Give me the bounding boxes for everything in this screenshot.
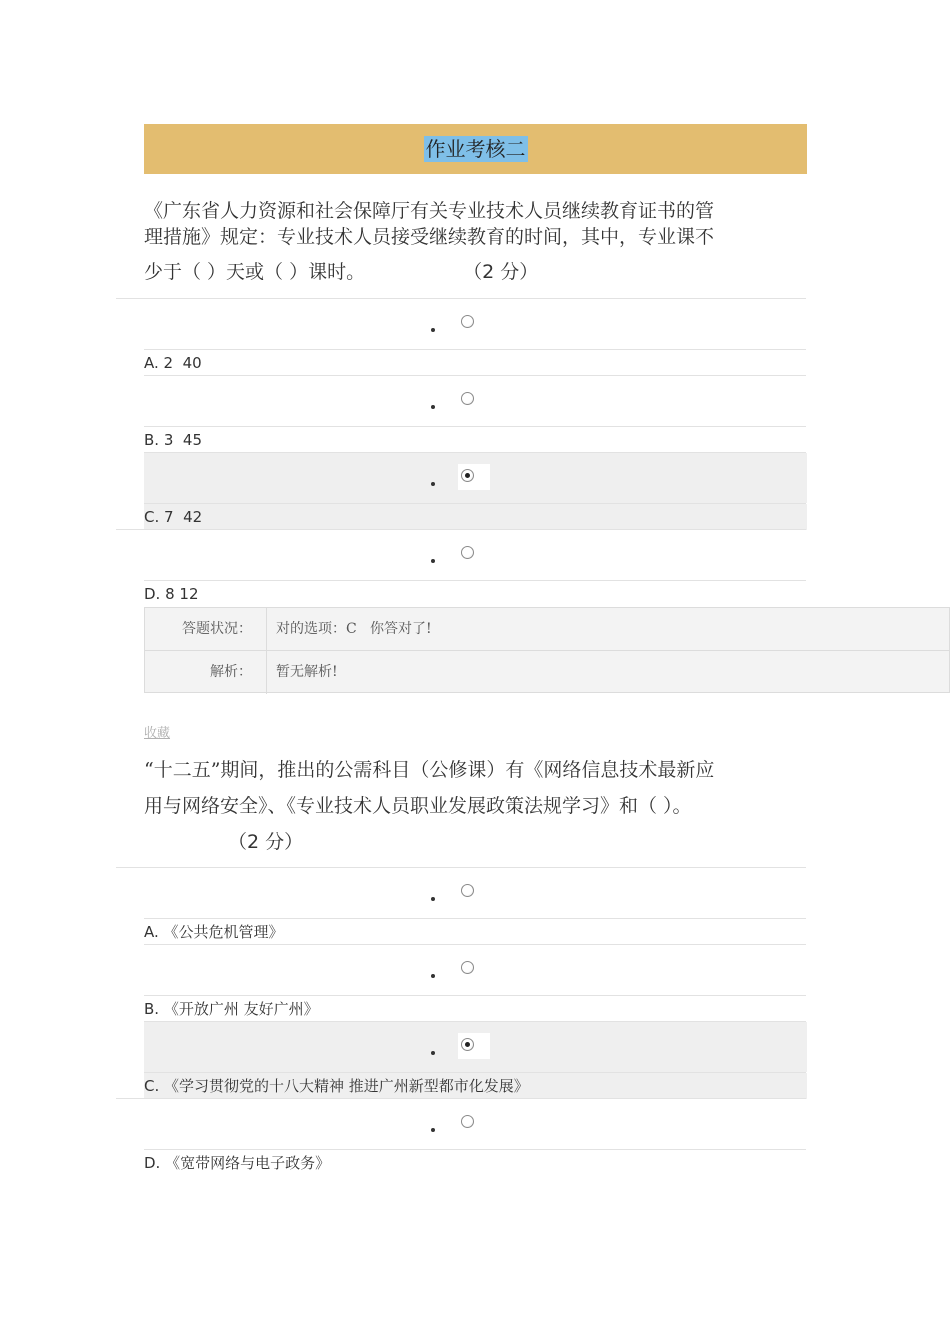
q1-option-d-label — [144, 584, 199, 604]
answer-status-label: 答题状况： — [145, 608, 267, 651]
question-1-score: （2 分） — [463, 261, 539, 283]
option-letter: D. — [144, 585, 161, 603]
option-text: 《学习贯彻党的十八大精神 推进广州新型都市化发展》 — [164, 1077, 529, 1095]
q2-option-d-label — [144, 1153, 330, 1173]
q2-option-b-radio[interactable] — [461, 961, 474, 974]
q1-option-a-row[interactable] — [144, 299, 807, 349]
bullet-icon — [431, 1051, 435, 1055]
q2-option-c-label — [144, 1076, 529, 1096]
option-letter: C. — [144, 508, 160, 526]
page-title: 作业考核二 — [425, 137, 526, 161]
q1-option-c-label-band — [144, 504, 807, 530]
bullet-icon — [431, 974, 435, 978]
option-letter: A. — [144, 923, 159, 941]
q1-option-b-label — [144, 430, 202, 450]
page-title-bar — [144, 124, 807, 174]
divider — [144, 1149, 806, 1150]
q1-option-b-row[interactable] — [144, 376, 807, 426]
divider — [144, 426, 806, 427]
option-text: 《宽带网络与电子政务》 — [165, 1154, 331, 1172]
q2-option-c-row[interactable] — [144, 1022, 807, 1072]
q1-option-c-radio[interactable] — [461, 469, 474, 482]
bullet-icon — [431, 1128, 435, 1132]
question-2-score: （2 分） — [228, 831, 304, 853]
q2-option-a-row[interactable] — [144, 868, 807, 918]
option-text: 8 12 — [165, 585, 199, 603]
analysis-label: 解析： — [145, 651, 267, 694]
divider — [144, 918, 806, 919]
bullet-icon — [431, 405, 435, 409]
question-1-text — [144, 198, 806, 294]
q2-option-a-label — [144, 922, 284, 942]
bullet-icon — [431, 559, 435, 563]
q2-option-c-radio[interactable] — [461, 1038, 474, 1051]
q2-option-b-label — [144, 999, 319, 1019]
bullet-icon — [431, 328, 435, 332]
question-2-line-1: “十二五”期间，推出的公需科目（公修课）有《网络信息技术最新应 — [144, 759, 715, 781]
option-text: 2 40 — [163, 354, 202, 372]
option-letter: A. — [144, 354, 159, 372]
favorite-link[interactable]: 收藏 — [144, 726, 171, 741]
option-letter: C. — [144, 1077, 160, 1095]
q1-option-d-radio[interactable] — [461, 546, 474, 559]
answer-result-table — [144, 607, 950, 693]
question-1-line-3-row — [144, 250, 806, 294]
q2-option-a-radio[interactable] — [461, 884, 474, 897]
option-text: 《公共危机管理》 — [163, 923, 284, 941]
option-letter: B. — [144, 1000, 160, 1018]
bullet-icon — [431, 897, 435, 901]
bullet-icon — [431, 482, 435, 486]
option-letter: B. — [144, 431, 160, 449]
divider — [144, 349, 806, 350]
analysis-row — [145, 651, 949, 694]
answer-status-value: 对的选项：C 你答对了! — [276, 621, 432, 637]
q1-option-a-radio[interactable] — [461, 315, 474, 328]
q1-option-b-radio[interactable] — [461, 392, 474, 405]
option-text: 《开放广州 友好广州》 — [163, 1000, 319, 1018]
q1-option-d-row[interactable] — [144, 530, 807, 580]
analysis-value: 暂无解析! — [276, 664, 338, 680]
q1-option-c-label — [144, 507, 202, 527]
option-letter: D. — [144, 1154, 161, 1172]
question-1-line-3: 少于（ ）天或（ ）课时。 — [144, 261, 366, 283]
divider — [144, 995, 806, 996]
q2-option-d-radio[interactable] — [461, 1115, 474, 1128]
option-text: 7 42 — [164, 508, 203, 526]
divider — [144, 580, 806, 581]
q2-option-b-row[interactable] — [144, 945, 807, 995]
question-1-line-2: 理措施》规定：专业技术人员接受继续教育的时间，其中，专业课不 — [144, 226, 715, 248]
question-2-line-2: 用与网络安全》、《专业技术人员职业发展政策法规学习》和（ ）。 — [144, 795, 692, 817]
answer-status-row — [145, 608, 949, 651]
q1-option-a-label — [144, 353, 202, 373]
question-1-line-1: 《广东省人力资源和社会保障厅有关专业技术人员继续教育证书的管 — [144, 200, 715, 222]
question-2-text — [144, 752, 806, 860]
q2-option-d-row[interactable] — [144, 1099, 807, 1149]
q1-option-c-row[interactable] — [144, 453, 807, 503]
option-text: 3 45 — [163, 431, 203, 449]
